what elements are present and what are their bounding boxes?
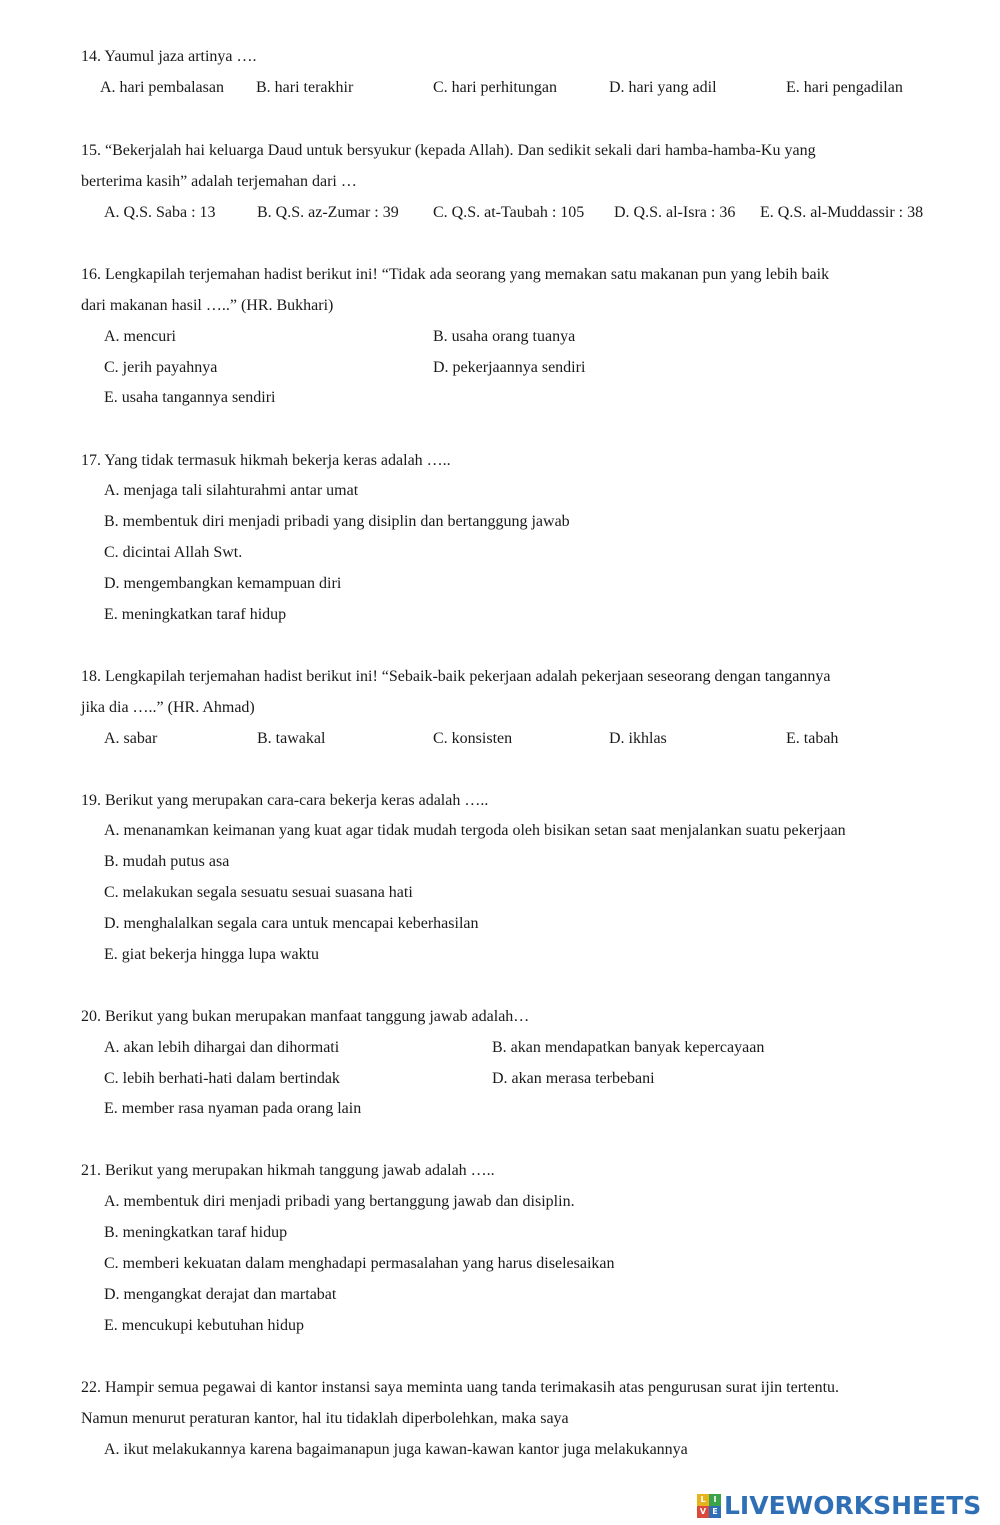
- question-20-option-a: A. akan lebih dihargai dan dihormati: [104, 1039, 340, 1056]
- question-17-option-e: E. meningkatkan taraf hidup: [104, 606, 287, 623]
- question-18-option-a: A. sabar: [104, 730, 158, 747]
- liveworksheets-logo: [697, 1491, 981, 1521]
- logo-tile-e: E: [709, 1506, 721, 1518]
- logo-tile-l: L: [697, 1494, 709, 1506]
- question-18-option-d: D. ikhlas: [609, 730, 667, 747]
- question-14-option-d: D. hari yang adil: [609, 79, 717, 96]
- question-19-option-a: A. menanamkan keimanan yang kuat agar tidak mudah tergoda oleh bisikan setan saat menjalankan suatu pekerjaan: [104, 822, 846, 839]
- question-22-stem-line-1: 22. Hampir semua pegawai di kantor instansi saya meminta uang tanda terimakasih atas pengurusan surat ijin tertentu.: [81, 1379, 840, 1396]
- question-22-option-a: A. ikut melakukannya karena bagaimanapun juga kawan-kawan kantor juga melakukannya: [104, 1441, 688, 1458]
- question-20-stem: 20. Berikut yang bukan merupakan manfaat tanggung jawab adalah…: [81, 1008, 530, 1025]
- question-19-stem: 19. Berikut yang merupakan cara-cara bekerja keras adalah …..: [81, 792, 489, 809]
- question-21-option-b: B. meningkatkan taraf hidup: [104, 1224, 288, 1241]
- question-16-option-c: C. jerih payahnya: [104, 359, 218, 376]
- question-15-option-b: B. Q.S. az-Zumar : 39: [257, 204, 399, 221]
- question-18-option-b: B. tawakal: [257, 730, 326, 747]
- question-19-option-c: C. melakukan segala sesuatu sesuai suasana hati: [104, 884, 413, 901]
- question-15-option-d: D. Q.S. al-Isra : 36: [614, 204, 736, 221]
- question-16-option-d: D. pekerjaannya sendiri: [433, 359, 586, 376]
- question-18-option-e: E. tabah: [786, 730, 839, 747]
- question-17-option-d: D. mengembangkan kemampuan diri: [104, 575, 342, 592]
- question-15-option-a: A. Q.S. Saba : 13: [104, 204, 216, 221]
- question-17-option-a: A. menjaga tali silahturahmi antar umat: [104, 482, 359, 499]
- question-14-option-e: E. hari pengadilan: [786, 79, 903, 96]
- question-21-option-e: E. mencukupi kebutuhan hidup: [104, 1317, 304, 1334]
- question-16-stem-line-1: 16. Lengkapilah terjemahan hadist berikut ini! “Tidak ada seorang yang memakan satu makanan pun yang lebih baik: [81, 266, 830, 283]
- question-16-option-a: A. mencuri: [104, 328, 176, 345]
- logo-tile-v: V: [697, 1506, 709, 1518]
- question-17-option-b: B. membentuk diri menjadi pribadi yang disiplin dan bertanggung jawab: [104, 513, 570, 530]
- question-15-option-c: C. Q.S. at-Taubah : 105: [433, 204, 585, 221]
- question-19-option-e: E. giat bekerja hingga lupa waktu: [104, 946, 320, 963]
- question-16-stem-line-2: dari makanan hasil …..” (HR. Bukhari): [81, 297, 334, 314]
- question-19-option-d: D. menghalalkan segala cara untuk mencapai keberhasilan: [104, 915, 479, 932]
- question-14-stem: 14. Yaumul jaza artinya ….: [81, 48, 257, 65]
- question-18-option-c: C. konsisten: [433, 730, 513, 747]
- question-14-option-a: A. hari pembalasan: [100, 79, 224, 96]
- question-14-option-b: B. hari terakhir: [256, 79, 354, 96]
- question-15-option-e: E. Q.S. al-Muddassir : 38: [760, 204, 924, 221]
- liveworksheets-wordmark: LIVEWORKSHEETS: [724, 1491, 982, 1520]
- question-16-option-b: B. usaha orang tuanya: [433, 328, 576, 345]
- question-20-option-b: B. akan mendapatkan banyak kepercayaan: [492, 1039, 765, 1056]
- question-15-stem-line-1: 15. “Bekerjalah hai keluarga Daud untuk bersyukur (kepada Allah). Dan sedikit sekali dari hamba-hamba-Ku yang: [81, 142, 816, 159]
- question-21-option-d: D. mengangkat derajat dan martabat: [104, 1286, 337, 1303]
- question-22-stem-line-2: Namun menurut peraturan kantor, hal itu tidaklah diperbolehkan, maka saya: [81, 1410, 569, 1427]
- question-15-stem-line-2: berterima kasih” adalah terjemahan dari …: [81, 173, 357, 190]
- question-17-stem: 17. Yang tidak termasuk hikmah bekerja keras adalah …..: [81, 452, 451, 469]
- question-21-option-a: A. membentuk diri menjadi pribadi yang bertanggung jawab dan disiplin.: [104, 1193, 575, 1210]
- question-14-option-c: C. hari perhitungan: [433, 79, 557, 96]
- question-19-option-b: B. mudah putus asa: [104, 853, 230, 870]
- question-18-stem-line-1: 18. Lengkapilah terjemahan hadist berikut ini! “Sebaik-baik pekerjaan adalah pekerjaan seseorang dengan tangannya: [81, 668, 831, 685]
- question-17-option-c: C. dicintai Allah Swt.: [104, 544, 243, 561]
- question-18-stem-line-2: jika dia …..” (HR. Ahmad): [81, 699, 255, 716]
- question-20-option-c: C. lebih berhati-hati dalam bertindak: [104, 1070, 340, 1087]
- liveworksheets-logo-icon: [697, 1494, 721, 1518]
- question-21-option-c: C. memberi kekuatan dalam menghadapi permasalahan yang harus diselesaikan: [104, 1255, 615, 1272]
- question-21-stem: 21. Berikut yang merupakan hikmah tanggung jawab adalah …..: [81, 1162, 495, 1179]
- question-20-option-d: D. akan merasa terbebani: [492, 1070, 655, 1087]
- logo-tile-i: I: [709, 1494, 721, 1506]
- question-20-option-e: E. member rasa nyaman pada orang lain: [104, 1100, 362, 1117]
- question-16-option-e: E. usaha tangannya sendiri: [104, 389, 276, 406]
